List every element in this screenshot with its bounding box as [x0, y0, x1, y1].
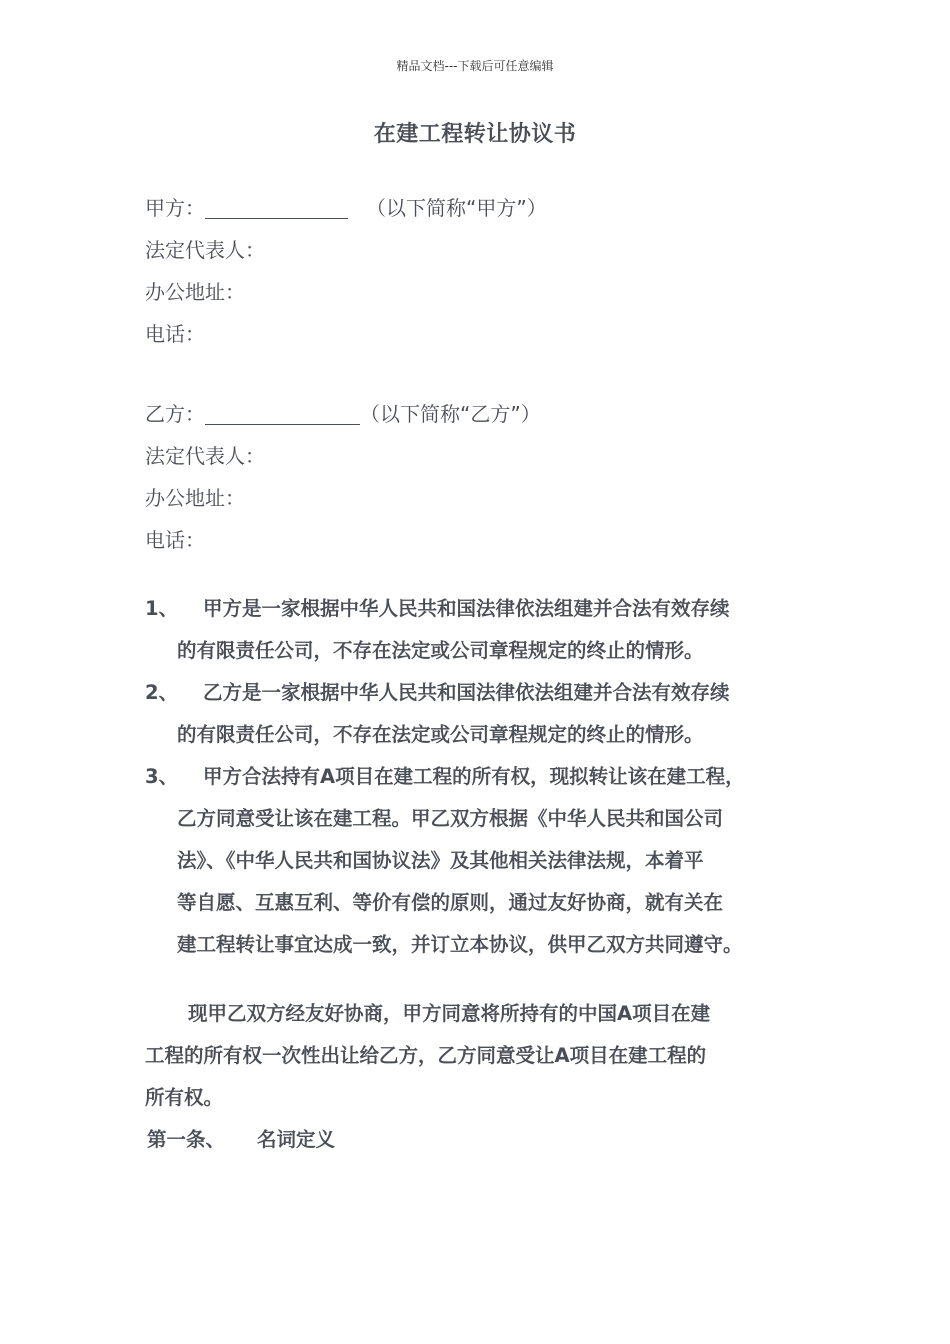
party-a-rep: 法定代表人：: [145, 238, 265, 262]
party-b-label: 乙方：: [145, 402, 205, 426]
list-item-1-text-1: 甲方是一家根据中华人民共和国法律依法组建并合法有效存续: [203, 597, 730, 620]
party-b-name-blank: [205, 404, 360, 425]
list-item-3-number: 3、: [145, 765, 179, 788]
party-a-label: 甲方：: [145, 196, 205, 220]
list-item-1-line-2: 的有限责任公司，不存在法定或公司章程规定的终止的情形。: [177, 639, 704, 662]
list-item-2-number: 2、: [145, 681, 179, 704]
party-a-alias: （以下简称“甲方”）: [366, 196, 547, 220]
list-item-3-line-1: [145, 763, 745, 791]
party-b-rep: 法定代表人：: [145, 444, 265, 468]
list-item-3-line-5: 建工程转让事宜达成一致，并订立本协议，供甲乙双方共同遵守。: [177, 933, 743, 956]
party-a-name-blank: [205, 198, 348, 219]
article-one-text: 名词定义: [257, 1128, 336, 1151]
list-item-1-line-1: [145, 595, 730, 623]
header-note: 精品文档---下载后可任意编辑: [396, 59, 554, 73]
party-b-alias: （以下简称“乙方”）: [360, 402, 541, 426]
party-b-address: 办公地址：: [145, 486, 245, 510]
party-a-phone: 电话：: [145, 322, 205, 346]
paragraph-line-1: 现甲乙双方经友好协商，甲方同意将所持有的中国A项目在建: [188, 1002, 711, 1025]
list-item-3-line-3: 法》、《中华人民共和国协议法》及其他相关法律法规，本着平: [177, 849, 704, 872]
list-item-3-line-2: 乙方同意受让该在建工程。甲乙双方根据《中华人民共和国公司: [177, 807, 724, 830]
list-item-3-text-1: 甲方合法持有A项目在建工程的所有权，现拟转让该在建工程，: [203, 765, 745, 788]
article-one-label: 第一条、: [147, 1128, 226, 1151]
list-item-2-text-1: 乙方是一家根据中华人民共和国法律依法组建并合法有效存续: [203, 681, 730, 704]
document-title: 在建工程转让协议书: [373, 122, 577, 147]
article-one-heading: [147, 1126, 335, 1154]
party-b-line: [145, 400, 541, 428]
paragraph-line-3: 所有权。: [145, 1086, 224, 1109]
list-item-2-line-2: 的有限责任公司，不存在法定或公司章程规定的终止的情形。: [177, 723, 704, 746]
paragraph-line-2: 工程的所有权一次性出让给乙方，乙方同意受让A项目在建工程的: [145, 1044, 707, 1067]
party-a-line: [145, 194, 547, 222]
party-b-phone: 电话：: [145, 528, 205, 552]
list-item-3-line-4: 等自愿、互惠互利、等价有偿的原则，通过友好协商，就有关在: [177, 891, 724, 914]
list-item-1-number: 1、: [145, 597, 179, 620]
party-a-address: 办公地址：: [145, 280, 245, 304]
list-item-2-line-1: [145, 679, 730, 707]
